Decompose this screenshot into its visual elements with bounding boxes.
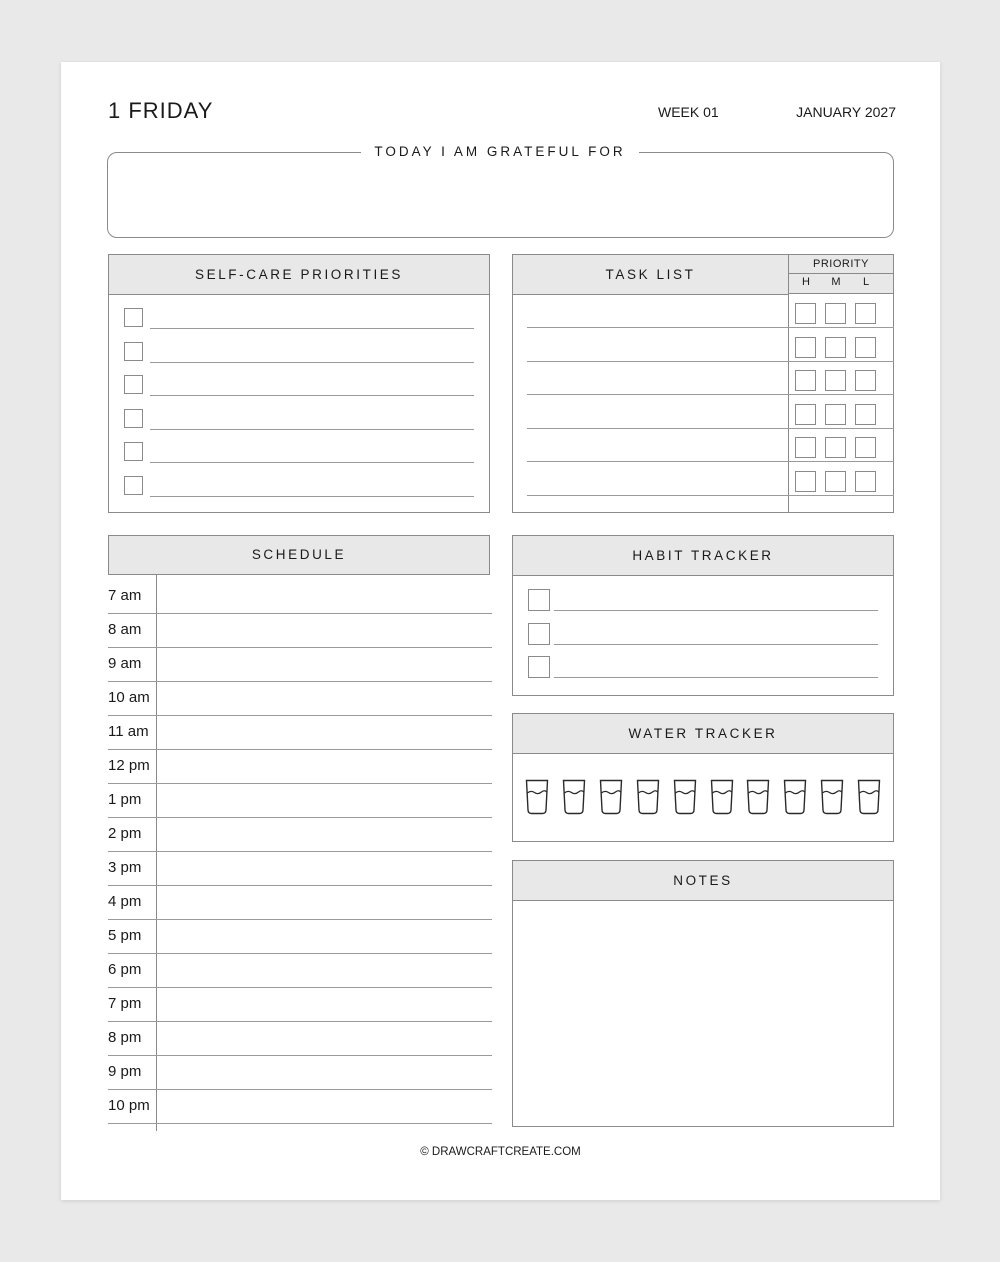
schedule-row-line[interactable] bbox=[108, 647, 492, 648]
priority-low-checkbox[interactable] bbox=[855, 303, 876, 324]
priority-low-checkbox[interactable] bbox=[855, 370, 876, 391]
schedule-row-line[interactable] bbox=[108, 1055, 492, 1056]
schedule-row-line[interactable] bbox=[108, 749, 492, 750]
priority-high-checkbox[interactable] bbox=[795, 337, 816, 358]
schedule-time-label: 2 pm bbox=[108, 825, 142, 842]
notes-title: NOTES bbox=[513, 861, 893, 901]
schedule-row-line[interactable] bbox=[108, 953, 492, 954]
schedule-row-line[interactable] bbox=[108, 715, 492, 716]
schedule-row-line[interactable] bbox=[108, 1021, 492, 1022]
priority-low-checkbox[interactable] bbox=[855, 437, 876, 458]
priority-row-line bbox=[789, 428, 894, 429]
task-write-line[interactable] bbox=[527, 394, 789, 395]
self-care-panel bbox=[108, 254, 490, 513]
schedule-time-label: 7 pm bbox=[108, 995, 142, 1012]
priority-medium-checkbox[interactable] bbox=[825, 303, 846, 324]
self-care-write-line[interactable] bbox=[150, 328, 474, 329]
priority-low-label: L bbox=[862, 276, 870, 288]
priority-low-checkbox[interactable] bbox=[855, 471, 876, 492]
self-care-checkbox[interactable] bbox=[124, 409, 143, 428]
priority-high-checkbox[interactable] bbox=[795, 303, 816, 324]
priority-header bbox=[788, 255, 893, 294]
priority-title: PRIORITY bbox=[813, 258, 869, 270]
habit-tracker-panel bbox=[512, 535, 894, 696]
notes-panel bbox=[512, 860, 894, 1127]
habit-write-line[interactable] bbox=[554, 677, 878, 678]
schedule-time-label: 9 am bbox=[108, 655, 142, 672]
priority-row-line bbox=[789, 327, 894, 328]
priority-row-line bbox=[789, 394, 894, 395]
priority-row-line bbox=[789, 461, 894, 462]
schedule-time-label: 11 am bbox=[108, 723, 149, 740]
schedule-time-label: 6 pm bbox=[108, 961, 142, 978]
self-care-write-line[interactable] bbox=[150, 395, 474, 396]
schedule-time-label: 1 pm bbox=[108, 791, 142, 808]
habit-tracker-title: HABIT TRACKER bbox=[513, 536, 893, 576]
week-label: WEEK 01 bbox=[658, 104, 719, 120]
water-glass-icon[interactable] bbox=[636, 779, 660, 815]
priority-column-divider bbox=[788, 293, 789, 512]
task-write-line[interactable] bbox=[527, 461, 789, 462]
water-tracker-panel bbox=[512, 713, 894, 842]
priority-row-line bbox=[789, 361, 894, 362]
priority-medium-checkbox[interactable] bbox=[825, 404, 846, 425]
priority-medium-checkbox[interactable] bbox=[825, 370, 846, 391]
priority-medium-checkbox[interactable] bbox=[825, 437, 846, 458]
schedule-time-label: 9 pm bbox=[108, 1063, 142, 1080]
schedule-time-label: 3 pm bbox=[108, 859, 142, 876]
self-care-checkbox[interactable] bbox=[124, 476, 143, 495]
water-glass-icon[interactable] bbox=[783, 779, 807, 815]
self-care-title: SELF-CARE PRIORITIES bbox=[109, 255, 489, 295]
self-care-checkbox[interactable] bbox=[124, 442, 143, 461]
water-glass-icon[interactable] bbox=[562, 779, 586, 815]
priority-row-line bbox=[789, 495, 894, 496]
schedule-row-line[interactable] bbox=[108, 613, 492, 614]
habit-write-line[interactable] bbox=[554, 644, 878, 645]
self-care-write-line[interactable] bbox=[150, 429, 474, 430]
schedule-row-line[interactable] bbox=[108, 681, 492, 682]
task-list-title: TASK LIST bbox=[513, 255, 788, 295]
task-write-line[interactable] bbox=[527, 361, 789, 362]
schedule-row-line[interactable] bbox=[108, 851, 492, 852]
task-list-panel bbox=[512, 254, 894, 513]
self-care-write-line[interactable] bbox=[150, 362, 474, 363]
schedule-row-line[interactable] bbox=[108, 919, 492, 920]
priority-high-label: H bbox=[802, 276, 810, 288]
schedule-row-line[interactable] bbox=[108, 783, 492, 784]
water-glass-icon[interactable] bbox=[857, 779, 881, 815]
footer-credit: © DRAWCRAFTCREATE.COM bbox=[420, 1146, 581, 1158]
schedule-row-line[interactable] bbox=[108, 885, 492, 886]
priority-medium-checkbox[interactable] bbox=[825, 337, 846, 358]
water-glass-icon[interactable] bbox=[525, 779, 549, 815]
priority-high-checkbox[interactable] bbox=[795, 370, 816, 391]
habit-checkbox[interactable] bbox=[528, 589, 550, 611]
habit-checkbox[interactable] bbox=[528, 623, 550, 645]
water-glass-icon[interactable] bbox=[746, 779, 770, 815]
schedule-time-label: 8 am bbox=[108, 621, 142, 638]
day-title: 1 FRIDAY bbox=[108, 98, 214, 123]
priority-divider bbox=[789, 273, 893, 274]
priority-high-checkbox[interactable] bbox=[795, 437, 816, 458]
habit-write-line[interactable] bbox=[554, 610, 878, 611]
schedule-row-line[interactable] bbox=[108, 1123, 492, 1124]
self-care-write-line[interactable] bbox=[150, 462, 474, 463]
water-glass-icon[interactable] bbox=[710, 779, 734, 815]
schedule-time-label: 5 pm bbox=[108, 927, 142, 944]
task-write-line[interactable] bbox=[527, 495, 789, 496]
self-care-checkbox[interactable] bbox=[124, 308, 143, 327]
schedule-time-label: 12 pm bbox=[108, 757, 150, 774]
self-care-write-line[interactable] bbox=[150, 496, 474, 497]
schedule-row-line[interactable] bbox=[108, 1089, 492, 1090]
schedule-time-label: 10 am bbox=[108, 689, 150, 706]
water-glass-icon[interactable] bbox=[820, 779, 844, 815]
water-glass-icon[interactable] bbox=[599, 779, 623, 815]
schedule-title: SCHEDULE bbox=[108, 535, 490, 575]
schedule-time-label: 4 pm bbox=[108, 893, 142, 910]
grateful-box[interactable] bbox=[107, 152, 894, 238]
schedule-time-divider bbox=[156, 575, 157, 1131]
priority-low-checkbox[interactable] bbox=[855, 404, 876, 425]
task-write-line[interactable] bbox=[527, 428, 789, 429]
habit-checkbox[interactable] bbox=[528, 656, 550, 678]
self-care-checkbox[interactable] bbox=[124, 375, 143, 394]
priority-high-checkbox[interactable] bbox=[795, 404, 816, 425]
schedule-row-line[interactable] bbox=[108, 817, 492, 818]
water-tracker-title: WATER TRACKER bbox=[513, 714, 893, 754]
schedule-time-label: 10 pm bbox=[108, 1097, 150, 1114]
water-glass-icon[interactable] bbox=[673, 779, 697, 815]
planner-sheet bbox=[61, 62, 940, 1200]
task-write-line[interactable] bbox=[527, 327, 789, 328]
priority-high-checkbox[interactable] bbox=[795, 471, 816, 492]
priority-low-checkbox[interactable] bbox=[855, 337, 876, 358]
schedule-row-line[interactable] bbox=[108, 987, 492, 988]
schedule-time-label: 8 pm bbox=[108, 1029, 142, 1046]
grateful-label: TODAY I AM GRATEFUL FOR bbox=[361, 144, 639, 159]
priority-medium-checkbox[interactable] bbox=[825, 471, 846, 492]
priority-medium-label: M bbox=[831, 276, 841, 288]
schedule-time-label: 7 am bbox=[108, 587, 142, 604]
self-care-checkbox[interactable] bbox=[124, 342, 143, 361]
month-label: JANUARY 2027 bbox=[796, 104, 896, 120]
